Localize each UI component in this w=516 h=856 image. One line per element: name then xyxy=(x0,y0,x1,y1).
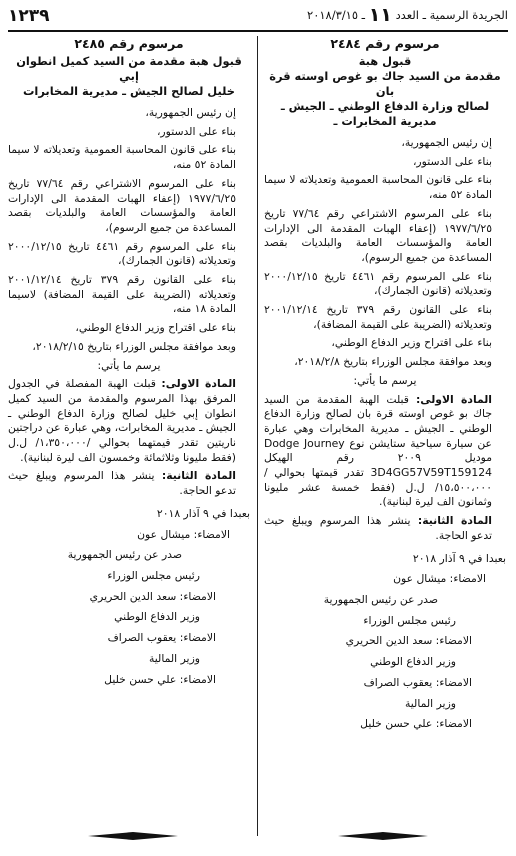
signature-prime-minister: الامضاء: سعد الدين الحريري xyxy=(89,589,216,603)
issued-by-president: صدر عن رئيس الجمهورية xyxy=(323,592,438,606)
article-1-text: قبلت الهبة المقدمة من السيد جاك بو غوص اوسته قرة بان لصالح وزارة الدفاع الوطني ـ الجيش ـ مديرية المخابرات وهي عبارة عن سيارة سياحية ستايشن نوع Dodge Journey موديل ٢٠٠٩ رقم الهيكل 3D4GG57V59T159124 تقدر قيمتها بحوالي /١٥،٥٠٠،٠٠٠/ ل.ل (فقط خمسة عشر مليونا وثمانون الف ليرة لبنانية). xyxy=(264,392,492,509)
column-divider xyxy=(257,36,258,836)
preamble-minister-proposal: بناء على اقتراح وزير الدفاع الوطني، xyxy=(331,336,492,350)
decree-subtitle xyxy=(8,54,250,99)
defense-minister-title: وزير الدفاع الوطني xyxy=(114,610,200,624)
prime-minister-title: رئيس مجلس الوزراء xyxy=(107,568,200,582)
preamble-legislative-decree: بناء على المرسوم الاشتراعي رقم ٧٧/٦٤ تاريخ ١٩٧٧/٦/٢٥ (إعفاء الهبات المقدمة الى الإدارات العامة والمؤسسات العامة والبلديات بقصد المساعدة من جميع الرسوم)، xyxy=(264,206,492,264)
article-1-label: المادة الاولى: xyxy=(415,392,492,406)
preamble-accounting-law: بناء على قانون المحاسبة العمومية وتعديلاته لا سيما المادة ٥٢ منه، xyxy=(264,173,492,202)
decree-subtitle xyxy=(264,54,506,129)
signature-finance-minister: الامضاء: علي حسن خليل xyxy=(104,672,216,686)
subtitle-line: قبول هبة xyxy=(358,54,412,68)
preamble-constitution: بناء على الدستور، xyxy=(412,154,492,168)
signature-finance-minister: الامضاء: علي حسن خليل xyxy=(360,717,472,731)
subtitle-line: قبول هبة مقدمة من السيد كميل انطوان إبي xyxy=(16,54,242,83)
subtitle-line: مقدمة من السيد جاك بو غوص اوسته قرة بان xyxy=(269,69,501,98)
issue-number: ١١ xyxy=(368,4,392,26)
preamble-president: إن رئيس الجمهورية، xyxy=(145,106,236,119)
place-date: بعبدا في ٩ آذار ٢٠١٨ xyxy=(412,551,506,565)
issued-by-president: صدر عن رئيس الجمهورية xyxy=(67,548,182,562)
preamble-vat-law: بناء على القانون رقم ٣٧٩ تاريخ ٢٠٠١/١٢/١٤ وتعديلاته (الضريبة على القيمة المضافة) لاسيما المادة ١٨ منه، xyxy=(8,273,236,316)
defense-minister-title: وزير الدفاع الوطني xyxy=(370,655,456,669)
preamble-cabinet-approval: وبعد موافقة مجلس الوزراء بتاريخ ٢٠١٨/٢/٨، xyxy=(294,355,492,369)
end-separator-left xyxy=(88,832,178,840)
decree-line: يرسم ما يأتي: xyxy=(97,358,161,372)
journal-label: الجريدة الرسمية ـ العدد xyxy=(395,8,508,22)
article-1-label: المادة الاولى: xyxy=(161,377,236,391)
article-2 xyxy=(8,469,250,498)
article-2-text: ينشر هذا المرسوم ويبلغ حيث تدعو الحاجة. xyxy=(264,514,492,542)
signature-defense-minister: الامضاء: يعقوب الصراف xyxy=(107,631,216,645)
header-rule xyxy=(8,30,508,32)
signature-prime-minister: الامضاء: سعد الدين الحريري xyxy=(345,634,472,648)
decree-2484-column xyxy=(264,36,506,738)
article-2-label: المادة الثانية: xyxy=(161,469,237,483)
preamble-legislative-decree: بناء على المرسوم الاشتراعي رقم ٧٧/٦٤ تاريخ ١٩٧٧/٦/٢٥ (إعفاء الهبات المقدمة الى الإدارات العامة والمؤسسات العامة والبلديات بقصد المساعدة من جميع الرسوم)، xyxy=(8,176,236,234)
article-1-text: قبلت الهبة المفصلة في الجدول المرفق بهذا المرسوم والمقدمة من السيد كميل انطوان إبي خليل لصالح وزارة الدفاع الوطني ـ الجيش ـ مديرية المخابرات، وهي عبارة عن دراجتين ناريتين تقدر قيمتهما بحوالي /١،٣٥٠،٠٠٠/ ل.ل (فقط مليونا وثلاثمائة وخمسون الف ليرة لبنانية). xyxy=(8,377,236,464)
preamble-vat-law: بناء على القانون رقم ٣٧٩ تاريخ ٢٠٠١/١٢/١٤ وتعديلاته (الضريبة على القيمة المضافة)، xyxy=(264,303,492,331)
subtitle-line: مديرية المخابرات ـ xyxy=(333,114,437,128)
subtitle-line: لصالح وزارة الدفاع الوطني ـ الجيش ـ xyxy=(280,99,490,113)
article-2-text: ينشر هذا المرسوم ويبلغ حيث تدعو الحاجة. xyxy=(8,469,236,498)
preamble-minister-proposal: بناء على اقتراح وزير الدفاع الوطني، xyxy=(75,321,236,335)
preamble-customs-decree: بناء على المرسوم رقم ٤٤٦١ تاريخ ٢٠٠٠/١٢/١٥ وتعديلاته (قانون الجمارك)، xyxy=(8,239,236,268)
article-1 xyxy=(264,393,506,511)
article-2-label: المادة الثانية: xyxy=(417,514,493,528)
finance-minister-title: وزير المالية xyxy=(405,696,456,710)
decree-2485-column xyxy=(8,36,250,693)
preamble-president: إن رئيس الجمهورية، xyxy=(401,136,492,149)
decree-title: مرسوم رقم ٢٤٨٤ xyxy=(330,36,440,51)
prime-minister-title: رئيس مجلس الوزراء xyxy=(363,613,456,627)
signature-president: الامضاء: ميشال عون xyxy=(393,572,486,586)
article-2 xyxy=(264,514,506,543)
finance-minister-title: وزير المالية xyxy=(149,651,200,665)
decree-line: يرسم ما يأتي: xyxy=(353,373,417,387)
signature-president: الامضاء: ميشال عون xyxy=(137,527,230,541)
issue-date: ـ ٢٠١٨/٣/١٥ xyxy=(307,8,366,22)
preamble-customs-decree: بناء على المرسوم رقم ٤٤٦١ تاريخ ٢٠٠٠/١٢/١٥ وتعديلاته (قانون الجمارك)، xyxy=(264,269,492,298)
signature-defense-minister: الامضاء: يعقوب الصراف xyxy=(363,675,472,689)
preamble-accounting-law: بناء على قانون المحاسبة العمومية وتعديلاته لا سيما المادة ٥٢ منه، xyxy=(8,143,236,172)
article-1 xyxy=(8,377,250,465)
page-number: ١٢٣٩ xyxy=(8,6,50,26)
end-separator-right xyxy=(338,832,428,840)
place-date: بعبدا في ٩ آذار ٢٠١٨ xyxy=(156,506,250,520)
preamble-constitution: بناء على الدستور، xyxy=(156,124,236,138)
decree-title: مرسوم رقم ٢٤٨٥ xyxy=(74,36,184,51)
page-header xyxy=(8,6,508,26)
preamble-cabinet-approval: وبعد موافقة مجلس الوزراء بتاريخ ٢٠١٨/٢/١٥، xyxy=(32,339,236,353)
journal-issue-line xyxy=(307,4,508,26)
subtitle-line: خليل لصالح الجيش ـ مديرية المخابرات xyxy=(22,84,235,98)
